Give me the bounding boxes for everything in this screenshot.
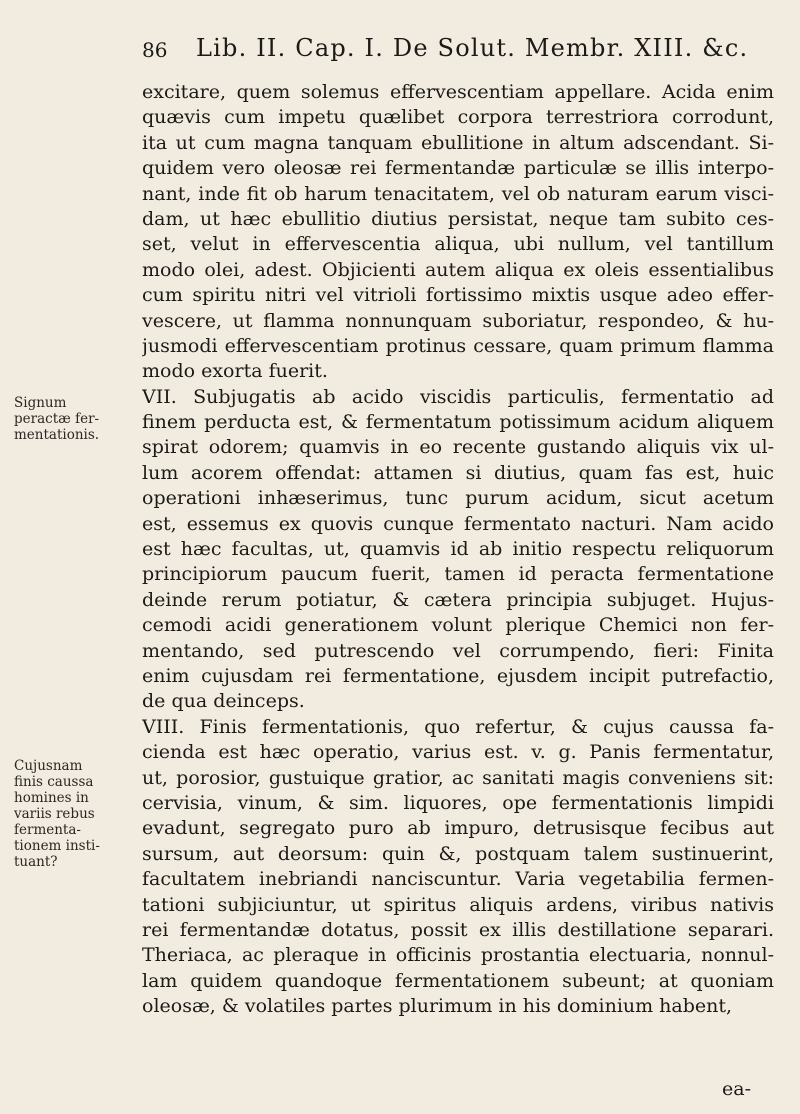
text-line: quævis cum impetu quælibet corpora terrestriora corrodunt, — [142, 106, 774, 129]
text-line: lum acorem offendat: attamen si diutius, quam fas est, huic — [142, 461, 774, 484]
text-line: est, essemus ex quovis cunque fermentato nacturi. Nam acido — [142, 512, 774, 535]
margin-note-line: variis rebus — [14, 806, 95, 822]
margin-note-line: tionem insti- — [14, 838, 100, 854]
running-head: Lib. II. Cap. I. De Solut. Membr. XIII. &c. — [196, 34, 749, 62]
text-line: cervisia, vinum, & sim. liquores, ope fermentationis limpidi — [142, 791, 774, 814]
margin-note-finis — [14, 758, 134, 870]
text-line: de qua deinceps. — [142, 690, 305, 713]
margin-note-line: mentationis. — [14, 427, 100, 443]
text-line: evadunt, segregato puro ab impuro, detrusisque fecibus aut — [142, 817, 774, 840]
text-line: deinde rerum potiatur, & cætera principia subjuget. Hujus- — [142, 588, 774, 611]
text-line: rei fermentandæ dotatus, possit ex illis destillatione separari. — [142, 918, 774, 941]
text-line: Theriaca, ac pleraque in officinis prostantia electuaria, nonnul- — [142, 944, 774, 967]
text-line: mentando, sed putrescendo vel corrumpendo, fieri: Finita — [142, 639, 774, 662]
text-line: modo exorta fuerit. — [142, 360, 328, 383]
margin-note-line: peractæ fer- — [14, 411, 100, 427]
text-line: lam quidem quandoque fermentationem subeunt; at quoniam — [142, 969, 774, 992]
text-line: principiorum paucum fuerit, tamen id peracta fermentatione — [142, 563, 774, 586]
text-line: modo olei, adest. Objicienti autem aliqua ex oleis essentialibus — [142, 258, 774, 281]
margin-note-line: Cujusnam — [14, 758, 83, 774]
text-line: spirat odorem; quamvis in eo recente gustando aliquis vix ul- — [142, 436, 774, 459]
text-line: VII. Subjugatis ab acido viscidis particulis, fermentatio ad — [142, 385, 774, 408]
text-line: VIII. Finis fermentationis, quo refertur, & cujus caussa fa- — [142, 715, 774, 738]
text-line: oleosæ, & volatiles partes plurimum in his dominium habent, — [142, 995, 733, 1018]
margin-note-line: finis caussa — [14, 774, 94, 790]
text-line: vescere, ut flamma nonnunquam suboriatur, respondeo, & hu- — [142, 309, 774, 332]
text-line: quidem vero oleosæ rei fermentandæ particulæ se illis interpo- — [142, 157, 774, 180]
margin-note-line: fermenta- — [14, 822, 81, 838]
catchword: ea- — [722, 1078, 751, 1100]
margin-note-signum — [14, 395, 134, 443]
margin-note-line: Signum — [14, 395, 67, 411]
text-line: ut, porosior, gustuique gratior, ac sanitati magis conveniens sit: — [142, 766, 774, 789]
text-line: set, velut in effervescentia aliqua, ubi nullum, vel tantillum — [142, 233, 774, 256]
text-line: facultatem inebriandi nanciscuntur. Varia vegetabilia fermen- — [142, 868, 774, 891]
text-line: sursum, aut deorsum: quin &, postquam talem sustinuerint, — [142, 842, 774, 865]
text-line: operationi inhæserimus, tunc purum acidum, sicut acetum — [142, 487, 774, 510]
margin-note-line: homines in — [14, 790, 89, 806]
text-line: tationi subjiciuntur, ut spiritus aliquis ardens, viribus nativis — [142, 893, 774, 916]
text-line: cienda est hæc operatio, varius est. v. g. Panis fermentatur, — [142, 741, 774, 764]
text-line: excitare, quem solemus effervescentiam appellare. Acida enim — [142, 81, 774, 103]
text-line: jusmodi effervescentiam protinus cessare, quam primum flamma — [142, 334, 774, 357]
text-line: dam, ut hæc ebullitio diutius persistat, neque tam subito ces- — [142, 207, 774, 230]
text-line: est hæc facultas, ut, quamvis id ab initio respectu reliquorum — [142, 538, 774, 561]
text-line: finem perducta est, & fermentatum potissimum acidum aliquem — [142, 411, 774, 434]
text-line: nant, inde fit ob harum tenacitatem, vel ob naturam earum visci- — [142, 182, 774, 205]
page-number: 86 — [142, 38, 168, 62]
text-line: ita ut cum magna tanquam ebullitione in altum adscendant. Si- — [142, 131, 774, 154]
margin-note-line: tuant? — [14, 854, 58, 870]
body-text — [142, 80, 774, 1019]
text-line: cemodi acidi generationem volunt plerique Chemici non fer- — [142, 614, 774, 637]
text-line: cum spiritu nitri vel vitrioli fortissimo mixtis usque adeo effer- — [142, 284, 774, 307]
text-line: enim cujusdam rei fermentatione, ejusdem incipit putrefactio, — [142, 664, 774, 687]
